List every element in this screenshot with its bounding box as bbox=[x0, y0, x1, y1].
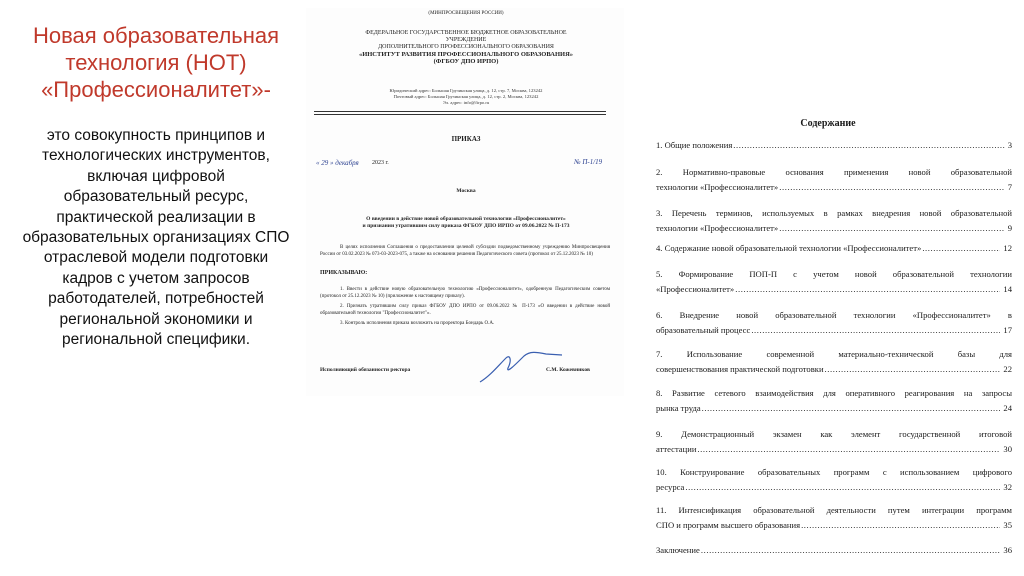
contents-entry-line bbox=[656, 267, 1012, 282]
dot-leader bbox=[779, 221, 1004, 236]
contents-entry bbox=[656, 465, 1012, 496]
order-preamble: В целях исполнения Соглашения о предоставлении целевой субсидии подведомственному учреждению Минпросвещения России от 03.02.2023 № 073-03-2023-075, а также на основании решения Педагогического совета (протокол от 25.12.2023 № 10) bbox=[320, 245, 610, 257]
contents-entry-line bbox=[656, 138, 1012, 153]
order-item: 2. Признать утратившим силу приказ ФГБОУ ДПО ИРПО от 09.06.2022 № П-173 «О введении в действие новой образовательной технологии "Профессионалитет"». bbox=[320, 304, 610, 316]
contents-entry-line bbox=[656, 308, 1012, 323]
contents-entry-page: 9 bbox=[1007, 223, 1012, 234]
order-year: 2023 г. bbox=[372, 160, 389, 166]
document-address bbox=[336, 88, 596, 106]
dot-leader bbox=[779, 180, 1004, 195]
contents-entry-page: 12 bbox=[1003, 243, 1012, 253]
header-line: УЧРЕЖДЕНИЕ bbox=[445, 37, 487, 43]
contents-entry bbox=[656, 241, 1012, 256]
subject-line: и признании утратившим силу приказа ФГБОУ ДПО ИРПО от 09.06.2022 № П-173 bbox=[362, 223, 570, 229]
contents-entry-line bbox=[656, 543, 1012, 558]
order-document bbox=[306, 8, 624, 396]
contents-entry-line bbox=[656, 427, 1012, 442]
order-number: № П-1/19 bbox=[574, 158, 603, 166]
dot-leader bbox=[733, 138, 1004, 153]
contents-entry bbox=[656, 503, 1012, 534]
header-line: ФЕДЕРАЛЬНОЕ ГОСУДАРСТВЕННОЕ БЮДЖЕТНОЕ ОБРАЗОВАТЕЛЬНОЕ bbox=[365, 30, 567, 36]
institute-short-name: (ФГБОУ ДПО ИРПО) bbox=[433, 58, 499, 65]
contents-entry-page: 22 bbox=[1003, 364, 1012, 375]
contents-entry-page: 7 bbox=[1007, 182, 1012, 193]
document-header bbox=[318, 30, 614, 65]
contents-entry-line bbox=[656, 503, 1012, 518]
contents-entry-text: рынка труда bbox=[656, 403, 701, 414]
contents-entry-text: СПО и программ высшего образования bbox=[656, 520, 801, 531]
contents-entry-line bbox=[656, 386, 1012, 401]
contents-entry-text: 8. Развитие сетевого взаимодействия для оперативного реагирования на запросы bbox=[656, 388, 1012, 398]
header-divider bbox=[314, 111, 606, 112]
header-line: ДОПОЛНИТЕЛЬНОГО ПРОФЕССИОНАЛЬНОГО ОБРАЗОВАНИЯ bbox=[378, 44, 554, 50]
institute-name: «ИНСТИТУТ РАЗВИТИЯ ПРОФЕССИОНАЛЬНОГО ОБРАЗОВАНИЯ» bbox=[358, 51, 574, 58]
contents-entry-page: 14 bbox=[1003, 284, 1012, 295]
ministry-line: (МИНПРОСВЕЩЕНИЯ РОССИИ) bbox=[428, 11, 504, 16]
contents-entry-line bbox=[656, 206, 1012, 221]
contents-entry bbox=[656, 543, 1012, 558]
contents-entry bbox=[656, 308, 1012, 339]
dot-leader bbox=[751, 323, 1000, 338]
dot-leader bbox=[702, 401, 1001, 416]
contents-entry-line bbox=[656, 465, 1012, 480]
contents-entry-text: образовательный процесс bbox=[656, 325, 751, 336]
contents-entry-text: 9. Демонстрационный экзамен как элемент государственной итоговой bbox=[656, 429, 1012, 439]
contents-entry-text: 4. Содержание новой образовательной технологии «Профессионалитет» bbox=[656, 243, 922, 253]
contents-entry bbox=[656, 347, 1012, 378]
contents-entry-line bbox=[656, 221, 1012, 236]
order-item: 1. Ввести в действие новую образовательную технологию «Профессионалитет», одобренную Педагогическим советом (протокол от 25.12.2023 № 10) (приложение к настоящему приказу). bbox=[320, 287, 610, 299]
signer-name: С.М. Кожевников bbox=[546, 367, 590, 373]
order-title: ПРИКАЗ bbox=[451, 135, 481, 143]
contents-entry-text: «Профессионалитет» bbox=[656, 284, 735, 295]
contents-entry-line bbox=[656, 323, 1012, 338]
contents-entry-line bbox=[656, 180, 1012, 195]
legal-address: Юридический адрес: Большая Грузинская улица, д. 12, стр. 7, Москва, 123242 bbox=[389, 88, 543, 93]
subject-line: О введении в действие новой образовательной технологии «Профессионалитет» bbox=[366, 216, 566, 222]
contents-entry-text: ресурса bbox=[656, 482, 685, 493]
contents-entry-text: 7. Использование современной материально-технической базы для bbox=[656, 349, 1012, 359]
contents-entry-line bbox=[656, 347, 1012, 362]
contents-entry-text: 2. Нормативно-правовые основания применения новой образовательной bbox=[656, 167, 1012, 177]
contents-entry bbox=[656, 386, 1012, 417]
contents-entry-page: 32 bbox=[1003, 482, 1012, 493]
order-item: 3. Контроль исполнения приказа возложить на проректора Бондарь О.А. bbox=[340, 321, 495, 326]
contents-entry-text: 5. Формирование ПОП-П с учетом новой образовательной технологии bbox=[656, 269, 1012, 279]
contents-heading: Содержание bbox=[800, 118, 856, 129]
contents-entry-page: 35 bbox=[1003, 520, 1012, 531]
contents-entry-line bbox=[656, 401, 1012, 416]
contents-entry-page: 3 bbox=[1007, 140, 1012, 150]
contents-entry-page: 30 bbox=[1003, 444, 1012, 455]
contents-entry-text: совершенствования практической подготовки bbox=[656, 364, 824, 375]
contents-entry-line bbox=[656, 241, 1012, 256]
contents-entry-text: технологии «Профессионалитет» bbox=[656, 223, 779, 234]
dot-leader bbox=[922, 241, 1000, 256]
postal-address: Почтовый адрес: Большая Грузинская улица, д. 12, стр. 2, Москва, 123242 bbox=[393, 94, 539, 99]
contents-entry bbox=[656, 138, 1012, 153]
orders-label: ПРИКАЗЫВАЮ: bbox=[320, 270, 368, 276]
dot-leader bbox=[701, 543, 1001, 558]
contents-entry-text: 11. Интенсификация образовательной деятельности путем интеграции программ bbox=[656, 505, 1012, 515]
contents-entry-line bbox=[656, 282, 1012, 297]
contents-entry bbox=[656, 165, 1012, 196]
order-city: Москва bbox=[456, 188, 476, 194]
signer-role: Исполняющий обязанности ректора bbox=[320, 367, 411, 373]
slide-title: Новая образовательная технология (НОТ) «Профессионалитет»- bbox=[32, 23, 280, 102]
contents-entry bbox=[656, 427, 1012, 458]
contents-entry-line bbox=[656, 362, 1012, 377]
contents-entry-text: технологии «Профессионалитет» bbox=[656, 182, 779, 193]
contents-entry-line bbox=[656, 165, 1012, 180]
contents-entry-page: 17 bbox=[1003, 325, 1012, 336]
order-date: « 29 » декабря bbox=[316, 159, 359, 167]
contents-entry-line bbox=[656, 442, 1012, 457]
contents-entry-text: 10. Конструирование образовательных программ с использованием цифрового bbox=[656, 467, 1012, 477]
dot-leader bbox=[697, 442, 1000, 457]
dot-leader bbox=[801, 518, 1000, 533]
contents-entry-line bbox=[656, 518, 1012, 533]
order-subject bbox=[326, 216, 606, 230]
dot-leader bbox=[825, 362, 1001, 377]
email-address: Эл. адрес: info@firpo.ru bbox=[442, 100, 490, 105]
contents-entry-text: 3. Перечень терминов, используемых в рамках внедрения новой образовательной bbox=[656, 208, 1012, 218]
contents-entry-page: 24 bbox=[1003, 403, 1012, 414]
dot-leader bbox=[735, 282, 1000, 297]
dot-leader bbox=[685, 480, 1000, 495]
contents-entry-page: 36 bbox=[1003, 545, 1012, 555]
contents-entry-text: 6. Внедрение новой образовательной технологии «Профессионалитет» в bbox=[656, 310, 1012, 320]
definition-text: это совокупность принципов и технологических инструментов, включая цифровой образовательный ресурс, практической реализации в образовательных организациях СПО отраслевой модели подготовки кадров с учетом запросов работодателей, потребностей региональной экономики и региональной специфики. bbox=[22, 127, 290, 349]
contents-entry bbox=[656, 206, 1012, 237]
header-divider bbox=[314, 114, 606, 115]
contents-page bbox=[642, 110, 1014, 576]
contents-entry-text: 1. Общие положения bbox=[656, 140, 733, 150]
signature-icon bbox=[476, 346, 566, 386]
order-items bbox=[320, 287, 610, 332]
contents-entry bbox=[656, 267, 1012, 298]
contents-entry-text: аттестации bbox=[656, 444, 697, 455]
contents-entry-text: Заключение bbox=[656, 545, 700, 555]
contents-entry-line bbox=[656, 480, 1012, 495]
